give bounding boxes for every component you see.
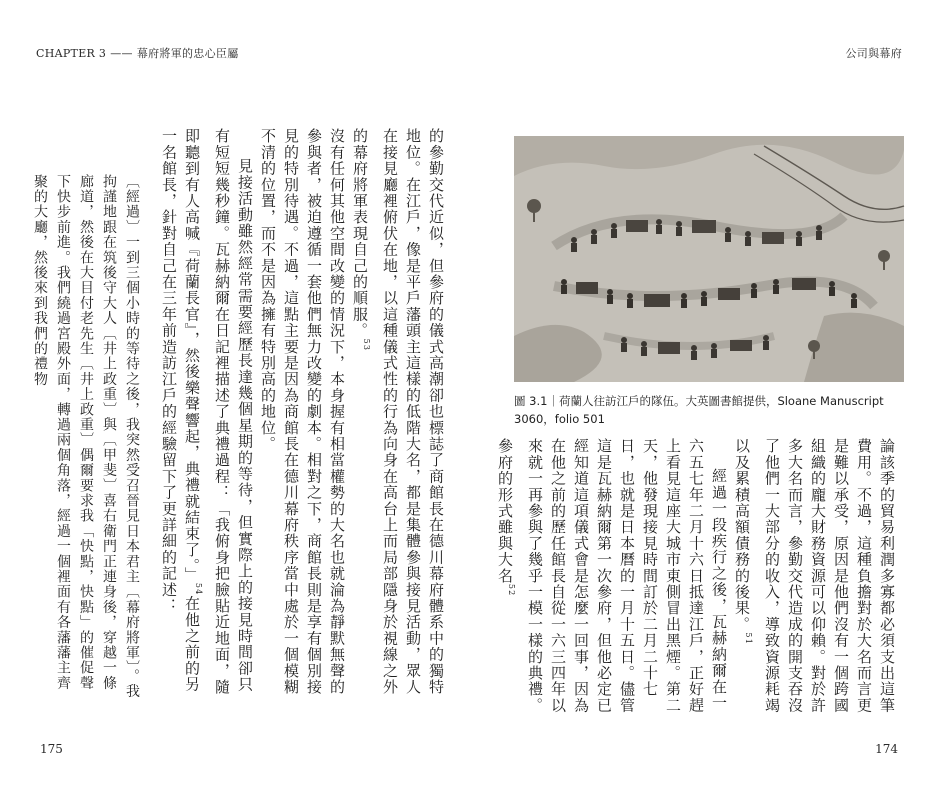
footnote-ref[interactable]: 51 [744, 632, 753, 645]
paragraph: 沒有任何其他空間改變的情況下，本身握有相當權勢的大名也就淪為靜默無聲的參與者，被迫遵循一套他們無力改變的劇本。相對之下，商館長則是享有個別接見的特別待遇。不過，這點主要是因為商館長在德川幕府秩序當中處於一個模糊不清的位置，而不是因為擁有特別高的地位。 [259, 128, 346, 695]
footnote-ref[interactable]: 54 [194, 582, 203, 596]
footnote-ref[interactable]: 52 [507, 583, 516, 597]
chapter-title: 幕府將軍的忠心臣屬 [136, 47, 239, 60]
paragraph: 經過一段疾行之後，瓦赫納爾在一六五七年二月十六日抵達江戶，正好趕上看見這座大城市東側冒出黑煙。第二天，他發現接見時間訂於二月二十七日，也就是日本曆的一月十五日。儘管這是瓦赫納爾第一次參府，但他必定已經知道這項儀式會是怎麼一回事，因為在他之前的歷任館長自從一六三四年以來就一再參與了幾乎一模一樣的典禮。參府的形式雖與大名$^{52}$ [496, 438, 728, 714]
footnote-ref[interactable]: 53 [362, 338, 371, 352]
chapter-label: CHAPTER 3 [36, 47, 107, 60]
running-head-separator: —— [110, 47, 133, 60]
paragraph: 見接活動雖然經常需要經歷長達幾個星期的等待，但實際上的接見時間卻只有短短幾秒鐘。瓦赫納爾在日記裡描述了典禮過程：「我俯身把臉貼近地面，隨即聽到有人高喊『荷蘭長官』，然後樂聲響起，典禮就結束了。」$^{54}$在他之前的另一名館長，針對自己在三年前造訪江戶的經驗留下了更詳細的記述： [160, 128, 254, 695]
figure-caption: 圖 3.1｜荷蘭人往訪江戶的隊伍。大英圖書館提供，Sloane Manuscript 3060，folio 501 [514, 394, 884, 426]
procession-scroll-illustration [514, 136, 904, 382]
running-head-left [36, 45, 239, 61]
running-head-right: 公司與幕府 [845, 47, 902, 60]
page-number-left: 175 [40, 742, 63, 756]
block-quote [3, 146, 143, 702]
paragraph: 的參勤交代近似，但參府的儀式高潮卻也標誌了商館長在德川幕府體系中的獨特地位。在江戶，像是平戶藩頭主這樣的低階大名，都是集體參與接見活動，眾人在接見廳裡俯伏在地，以這種儀式性的行為向身在高台上而局部隱身於視線之外的幕府將軍表現自己的順服。$^{53}$ [351, 128, 445, 695]
figure-drawing [514, 136, 904, 382]
quote-paragraph: 〔經過〕一到三個小時的等待之後，我突然受召晉見日本君主〔幕府將軍〕。我拘謹地跟在筑後守大人〔井上政重〕與〔甲斐〕喜右衛門正連身後，穿越一條廊道，然後在大目付老先生〔井上政重〕偶爾要求我「快點，快點」的催促聲下快步前進。我們繞過宮殿外面，轉過兩個角落，經過一個裡面有各藩藩主齊聚的大廳，然後來到我們的禮物 [32, 174, 140, 699]
page-number-right: 174 [875, 742, 898, 756]
paragraph: 論該季的貿易利潤多寡都必須支出這筆費用。不過，這種負擔對於大名而言更是難以承受，原因是他們沒有一個跨國組織的龐大財務資源可以仰賴。對於許多大名而言，參勤交代造成的開支吞沒了他們一大部分的收入，導致資源耗竭以及累積高額債務的後果。$^{51}$ [733, 438, 896, 714]
left-main-text [147, 128, 447, 698]
